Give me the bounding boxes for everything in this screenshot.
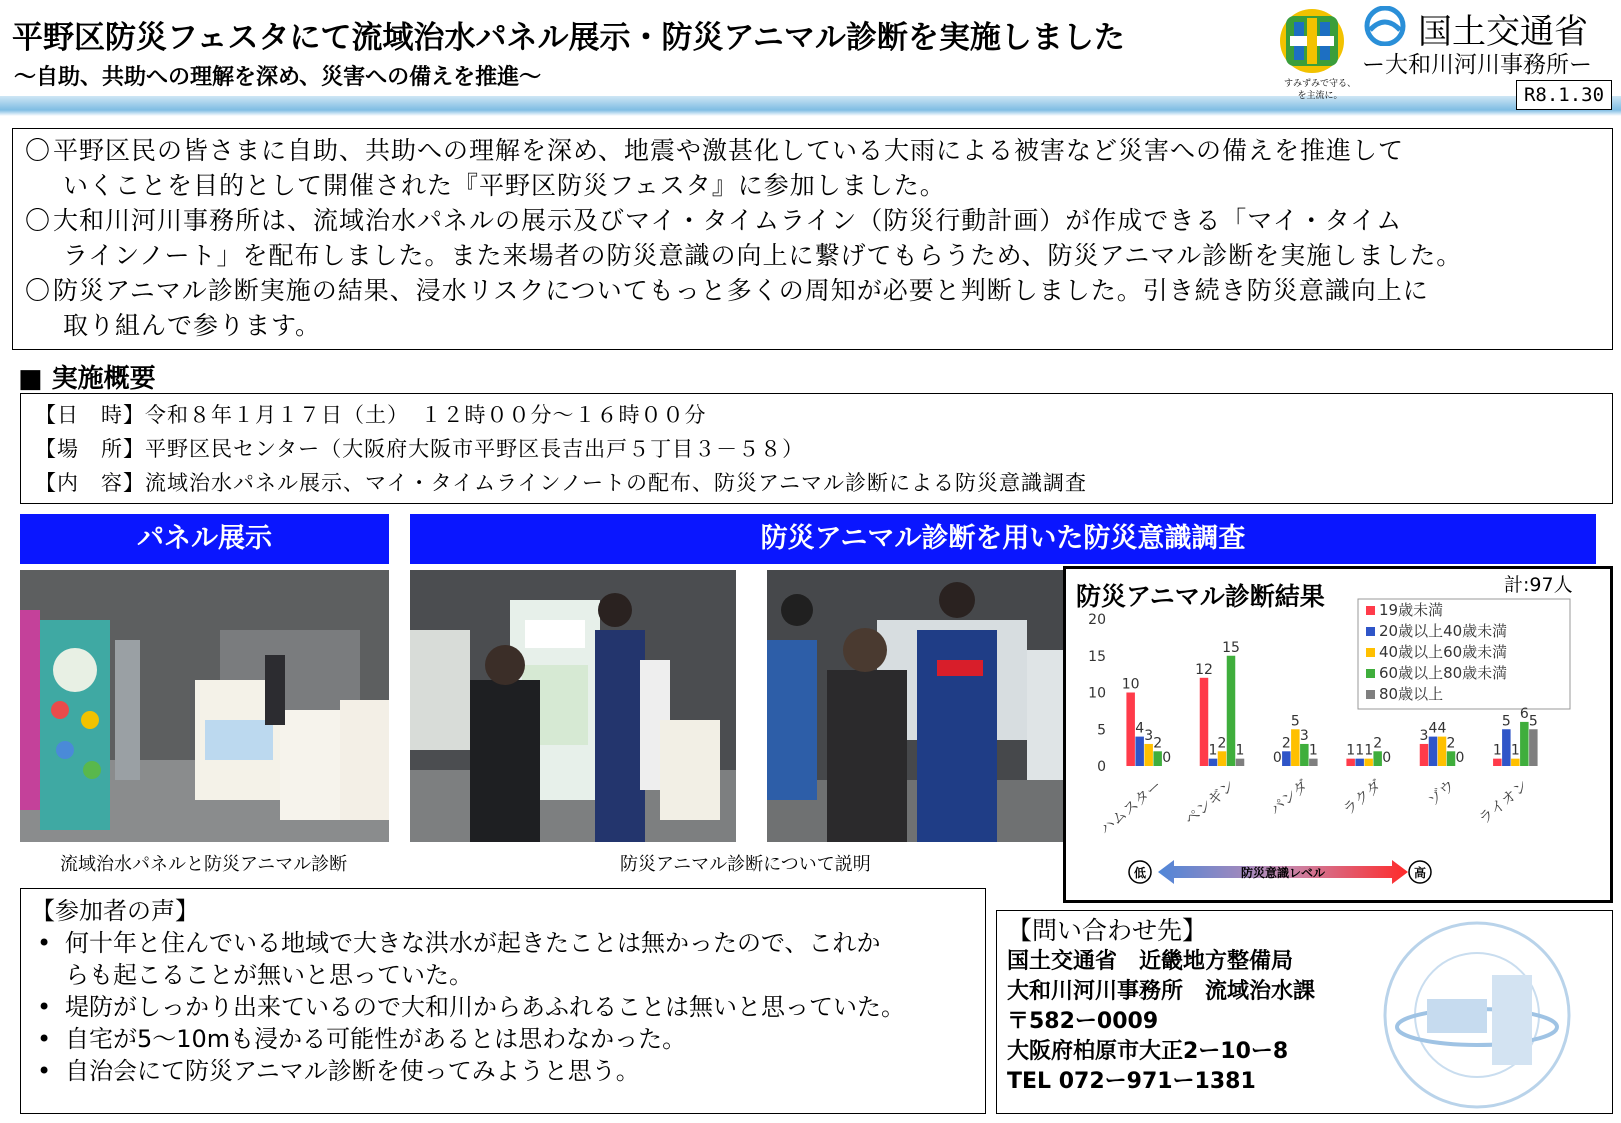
chart-x-axis [1096,776,1532,838]
bar-value-label: 0 [1382,750,1392,766]
intro-paragraph-1 [25,133,1600,203]
bar-value-label: 3 [1299,727,1309,744]
photo-caption-1: 流域治水パネルと防災アニマル診断 [60,854,348,875]
y-tick-label: 5 [1097,722,1106,739]
intro-p1-line-a: 平野区民の皆さまに自助、共助への理解を深め、地震や激甚化している大雨による被害など災害への備えを推進して [53,136,1405,165]
chart-y-axis [1088,612,1106,775]
voice-item-3 [31,1023,975,1055]
chart-bar [1364,759,1373,766]
contact-line-3: 〒582ー0009 [1007,1009,1159,1034]
river-basin-logo-icon [1276,6,1348,76]
bar-value-label: 0 [1162,750,1172,766]
bar-value-label: 5 [1290,713,1300,730]
contact-line-4: 大阪府柏原市大正2ー10ー8 [1007,1039,1289,1064]
chart-bar [1346,759,1355,766]
bar-value-label: 4 [1135,720,1145,737]
bar-value-label: 1 [1510,742,1520,759]
overview-content: 【内 容】流域治水パネル展示、マイ・タイムラインノートの配布、防災アニマル診断による防災意識調査 [35,471,1088,495]
legend-label: 40歳以上60歳未満 [1379,643,1508,661]
page-subtitle: ～自助、共助への理解を深め、災害への備えを推進～ [14,65,542,90]
legend-swatch [1366,627,1375,636]
logo-tagline [1270,78,1370,102]
bar-value-label: 12 [1195,661,1213,678]
x-category-label: パンダ [1266,776,1312,819]
panel-exhibit-photo [20,570,389,842]
chart-bar [1438,737,1447,766]
header-band [0,96,1621,116]
x-category-label: ライオン [1475,776,1532,829]
mlit-road-25-seal [1367,915,1577,1114]
bar-value-label: 0 [1272,750,1282,766]
voice-4: 自治会にて防災アニマル診断を使ってみようと思う。 [65,1057,640,1085]
chart-legend [1358,599,1570,709]
intro-paragraph-2 [25,203,1600,273]
bar-value-label: 2 [1281,735,1291,752]
legend-label: 19歳未満 [1379,601,1444,619]
tagline-line-2: を主流に。 [1297,91,1343,101]
chart-bar [1429,737,1438,766]
contact-line-5: TEL 072ー971ー1381 [1007,1069,1256,1094]
panel-section-bar: パネル展示 [20,514,389,564]
level-label: 防災意識レベル [1240,866,1326,880]
intro-p2-line-b: ラインノート」を配布しました。また来場者の防災意識の向上に繋げてもらうため、防災アニマル診断を実施しました。 [63,241,1463,270]
explanation-photo-2 [767,570,1093,842]
chart-total: 計:97人 [1504,574,1573,596]
bar-value-label: 2 [1373,735,1383,752]
voice-item-4 [31,1055,975,1087]
survey-section-bar: 防災アニマル診断を用いた防災意識調査 [410,514,1596,564]
overview-heading: ■ 実施概要 [18,364,156,394]
bar-value-label: 0 [1455,750,1465,766]
explanation-photo-1 [410,570,736,842]
chart-bar [1529,729,1538,766]
chart-bar [1520,722,1529,766]
bar-value-label: 4 [1428,720,1438,737]
voice-2: 堤防がしっかり出来ているので大和川からあふれることは無いと思っていた。 [65,993,905,1021]
bar-value-label: 1 [1364,742,1374,759]
bar-value-label: 4 [1437,720,1447,737]
level-low-label: 低 [1133,866,1147,880]
x-category-label: ペンギン [1181,776,1239,829]
ministry-logo [1356,4,1612,78]
legend-label: 60歳以上80歳未満 [1379,664,1508,682]
ministry-wave-icon [1360,6,1410,46]
chart-bar [1209,759,1218,766]
chart-bar [1447,751,1456,766]
photo-caption-2: 防災アニマル診断について説明 [620,854,871,875]
chart-title: 防災アニマル診断結果 [1076,582,1325,611]
bar-value-label: 1 [1208,742,1218,759]
contact-heading: 【問い合わせ先】 [1007,916,1208,945]
voice-item-1 [31,927,975,959]
report-date: R8.1.30 [1516,80,1612,110]
bar-value-label: 5 [1528,713,1538,730]
tagline-line-1: すみずみで守る、 [1283,79,1356,89]
intro-paragraph-3 [25,273,1600,343]
legend-swatch [1366,669,1375,678]
circle-mark: 〇 [25,136,52,165]
bar-value-label: 2 [1153,735,1163,752]
bar-value-label: 1 [1355,742,1365,759]
bullet: • [37,929,52,957]
bar-value-label: 2 [1217,735,1227,752]
intro-box [12,128,1613,350]
x-category-label: ハムスター [1096,776,1166,839]
office-name: ー大和川河川事務所ー [1362,52,1592,78]
chart-bar [1218,751,1227,766]
legend-swatch [1366,690,1375,699]
overview-box [20,393,1613,504]
animal-diagnosis-chart [1063,566,1613,903]
overview-place: 【場 所】平野区民センター（大阪府大阪市平野区長吉出戸５丁目３－５８） [35,437,805,461]
ministry-name: 国土交通省 [1418,12,1588,52]
chart-bar [1493,759,1502,766]
bar-value-label: 1 [1235,742,1245,759]
y-tick-label: 20 [1088,612,1106,628]
chart-bar [1144,744,1153,766]
bar-value-label: 1 [1492,742,1502,759]
y-tick-label: 15 [1088,648,1106,665]
chart-bar [1355,759,1364,766]
y-tick-label: 10 [1088,685,1106,702]
legend-swatch [1366,648,1375,657]
level-high-label: 高 [1413,866,1427,880]
bar-value-label: 5 [1501,713,1511,730]
legend-label: 20歳以上40歳未満 [1379,622,1508,640]
chart-bar [1227,656,1236,766]
contact-line-2: 大和川河川事務所 流域治水課 [1007,979,1316,1004]
bar-value-label: 2 [1446,735,1456,752]
voice-1-line-b: らも起こることが無いと思っていた。 [65,961,473,989]
bullet: • [37,1057,52,1085]
x-category-label: ゾウ [1424,776,1459,810]
chart-bar [1511,759,1520,766]
circle-mark: 〇 [25,276,52,305]
intro-p2-line-a: 大和川河川事務所は、流域治水パネルの展示及びマイ・タイムライン（防災行動計画）が作成できる「マイ・タイム [53,206,1403,235]
y-tick-label: 0 [1097,759,1106,775]
voices-heading: 【参加者の声】 [31,897,199,925]
chart-bar [1200,678,1209,766]
voice-3: 自宅が5～10mも浸かる可能性があるとは思わなかった。 [65,1025,687,1053]
chart-bar [1502,729,1511,766]
bar-value-label: 1 [1308,742,1318,759]
page-title: 平野区防災フェスタにて流域治水パネル展示・防災アニマル診断を実施しました [12,20,1125,56]
chart-bar [1291,729,1300,766]
awareness-level-arrow [1129,860,1431,884]
bar-value-label: 1 [1346,742,1356,759]
contact-line-1: 国土交通省 近畿地方整備局 [1007,949,1294,974]
bar-value-label: 15 [1222,639,1240,656]
intro-p3-line-a: 防災アニマル診断実施の結果、浸水リスクについてもっと多くの周知が必要と判断しました。引き続き防災意識向上に [53,276,1429,305]
chart-bar [1153,751,1162,766]
legend-swatch [1366,606,1375,615]
chart-bar [1309,759,1318,766]
legend-label: 80歳以上 [1379,685,1444,703]
voice-item-1-cont [31,959,975,991]
contact-box [996,910,1613,1114]
overview-date: 【日 時】令和８年１月１７日（土） １２時００分～１６時００分 [35,403,707,427]
bar-value-label: 3 [1419,727,1429,744]
participant-voices [20,888,986,1114]
bullet: • [37,993,52,1021]
chart-bar [1282,751,1291,766]
intro-p1-line-b: いくことを目的として開催された『平野区防災フェスタ』に参加しました。 [63,171,946,200]
x-category-label: ラクダ [1339,776,1386,819]
chart-bar [1236,759,1245,766]
chart-bar [1126,693,1135,767]
circle-mark: 〇 [25,206,52,235]
bar-value-label: 3 [1144,727,1154,744]
bar-value-label: 6 [1519,705,1529,722]
voice-item-2 [31,991,975,1023]
bar-value-label: 10 [1121,676,1140,693]
chart-bar [1300,744,1309,766]
chart-bar [1135,737,1144,766]
intro-p3-line-b: 取り組んで参ります。 [63,311,322,340]
chart-bar [1420,744,1429,766]
chart-canvas [1066,569,1610,900]
bullet: • [37,1025,52,1053]
page-header [0,0,1621,116]
chart-bar [1373,751,1382,766]
voice-1-line-a: 何十年と住んでいる地域で大きな洪水が起きたことは無かったので、これか [65,929,881,957]
